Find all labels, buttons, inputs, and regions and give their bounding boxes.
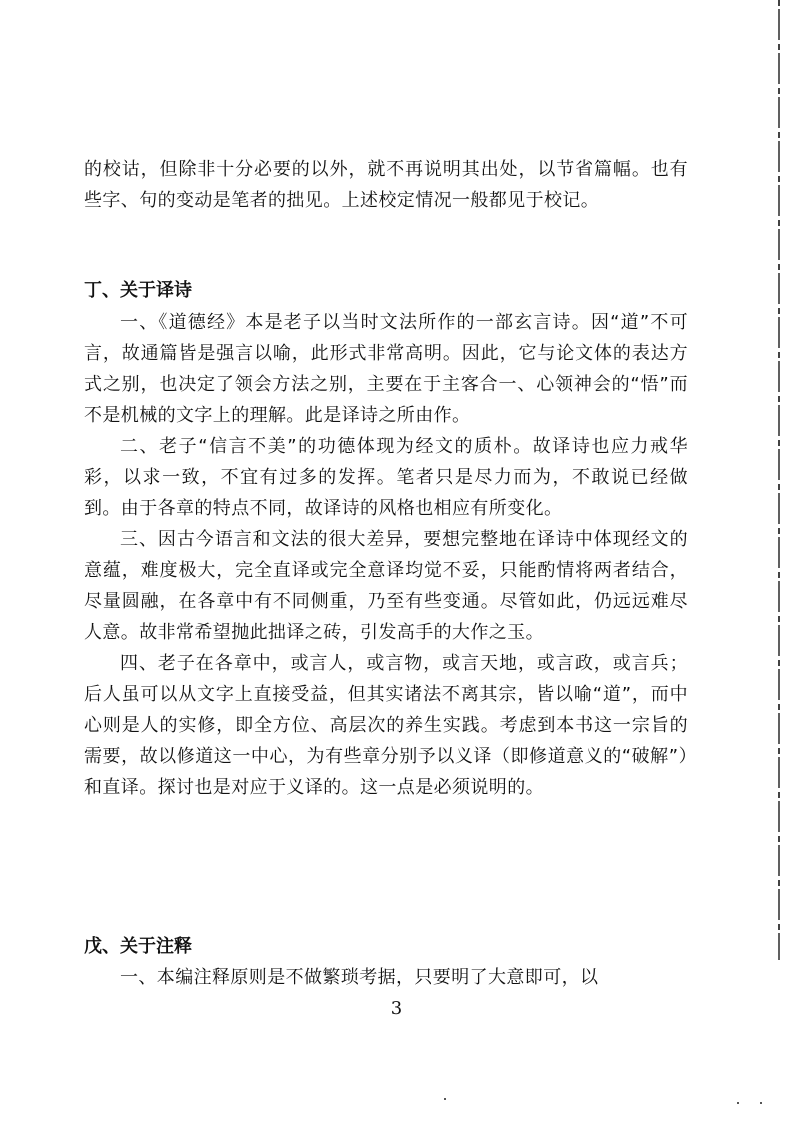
intro-block [84, 154, 688, 216]
scan-speck [737, 1102, 739, 1104]
paragraph-translation-1: 一、《道德经》本是老子以当时文法所作的一部玄言诗。因“道”不可言，故通篇皆是强言以喻，此形式非常高明。因此，它与论文体的表达方式之别，也决定了领会方法之别，主要在于主客合一、心领神会的“悟”而不是机械的文字上的理解。此是译诗之所由作。 [84, 312, 688, 426]
paragraph-translation-2: 二、老子“信言不美”的功德体现为经文的质朴。故译诗也应力戒华彩，以求一致，不宜有过多的发挥。笔者只是尽力而为，不敢说已经做到。由于各章的特点不同，故译诗的风格也相应有所变化。 [84, 436, 688, 519]
scan-edge-line [778, 0, 780, 960]
paragraph-translation-4: 四、老子在各章中，或言人，或言物，或言天地，或言政，或言兵；后人虽可以从文字上直接受益，但其实诸法不离其宗，皆以喻“道”，而中心则是人的实修，即全方位、高层次的养生实践。考虑到本书这一宗旨的需要，故以修道这一中心，为有些章分别予以义译（即修道意义的“破解”）和直译。探讨也是对应于义译的。这一点是必须说明的。 [84, 653, 688, 798]
translation-section [84, 307, 688, 803]
paragraph-continuation: 的校诂，但除非十分必要的以外，就不再说明其出处，以节省篇幅。也有些字、句的变动是笔者的拙见。上述校定情况一般都见于校记。 [84, 159, 688, 211]
paragraph-annotation-1: 一、本编注释原则是不做繁琐考据，只要明了大意即可，以 [120, 967, 599, 988]
page-number: 3 [390, 998, 403, 1019]
annotation-section [84, 962, 688, 993]
scan-speck [760, 1102, 762, 1104]
section-heading-ding: 丁、关于译诗 [84, 280, 192, 301]
section-heading-wu: 戊、关于注释 [84, 936, 192, 957]
paragraph-translation-3: 三、因古今语言和文法的很大差异，要想完整地在译诗中体现经文的意蕴，难度极大，完全直译或完全意译均觉不妥，只能酌情将两者结合，尽量圆融，在各章中有不同侧重，乃至有些变通。尽管如此，仍远远难尽人意。故非常希望抛此拙译之砖，引发高手的大作之玉。 [84, 529, 688, 643]
scan-speck [444, 1098, 446, 1100]
